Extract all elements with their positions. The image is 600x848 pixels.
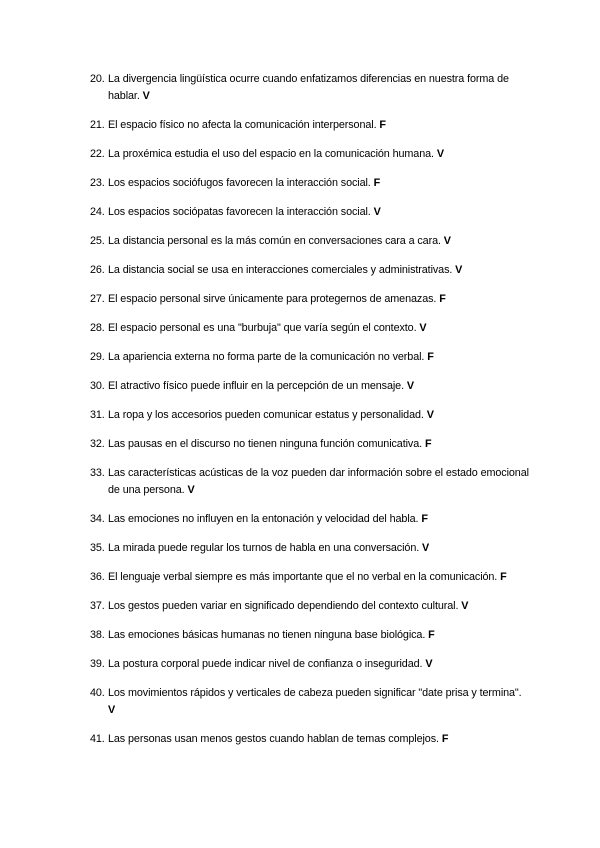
question-text: Las pausas en el discurso no tienen ninguna función comunicativa. (108, 438, 423, 450)
question-item (0, 685, 600, 719)
question-item (0, 233, 600, 250)
answer-marker: V (455, 264, 463, 276)
question-text: Las emociones no influyen en la entonación y velocidad del habla. (108, 513, 419, 525)
answer-marker: V (406, 380, 415, 392)
answer-marker: F (439, 293, 446, 305)
question-text: El espacio personal sirve únicamente para protegernos de amenazas. (108, 293, 437, 305)
question-number: 36. (90, 571, 105, 583)
question-item (0, 175, 600, 192)
question-text: El lenguaje verbal siempre es más importante que el no verbal en la comunicación. (108, 571, 498, 583)
question-item (0, 540, 600, 557)
question-text: Los gestos pueden variar en significado dependiendo del contexto cultural. (108, 600, 459, 612)
answer-marker: V (422, 542, 430, 554)
question-text: El atractivo físico puede influir en la percepción de un mensaje. (108, 380, 404, 392)
question-number: 27. (90, 293, 105, 305)
answer-marker: V (108, 704, 116, 716)
question-item (0, 511, 600, 528)
answer-marker: V (443, 235, 451, 247)
question-number: 23. (90, 177, 105, 189)
question-text: La apariencia externa no forma parte de la comunicación no verbal. (108, 351, 425, 363)
question-item (0, 436, 600, 453)
answer-marker: V (436, 148, 444, 160)
answer-marker: F (421, 513, 428, 525)
question-item (0, 731, 600, 748)
question-item (0, 349, 600, 366)
answer-marker: F (441, 733, 449, 745)
question-number: 30. (90, 380, 105, 392)
question-item (0, 71, 600, 105)
question-number: 25. (90, 235, 105, 247)
question-text: La divergencia lingüística ocurre cuando enfatizamos diferencias en nuestra forma de hablar. (108, 73, 509, 102)
answer-marker: F (427, 351, 434, 363)
answer-marker: V (461, 600, 469, 612)
question-text: Los movimientos rápidos y verticales de cabeza pueden significar "date prisa y termina". (108, 687, 522, 699)
question-number: 35. (90, 542, 105, 554)
question-item (0, 146, 600, 163)
question-number: 33. (90, 467, 105, 479)
question-number: 40. (90, 687, 105, 699)
question-item (0, 320, 600, 337)
question-text: Las características acústicas de la voz pueden dar información sobre el estado emocional de una persona. (108, 467, 529, 496)
question-item (0, 598, 600, 615)
question-text: La distancia personal es la más común en conversaciones cara a cara. (108, 235, 441, 247)
question-item (0, 204, 600, 221)
question-text: La distancia social se usa en interacciones comerciales y administrativas. (108, 264, 453, 276)
answer-marker: F (500, 571, 507, 583)
question-text: La mirada puede regular los turnos de habla en una conversación. (108, 542, 420, 554)
question-number: 38. (90, 629, 105, 641)
question-item (0, 378, 600, 395)
question-text: La proxémica estudia el uso del espacio en la comunicación humana. (108, 148, 434, 160)
answer-marker: V (187, 484, 195, 496)
question-number: 20. (90, 73, 105, 85)
question-text: Los espacios sociófugos favorecen la interacción social. (108, 177, 371, 189)
question-text: El espacio personal es una "burbuja" que varía según el contexto. (108, 322, 417, 334)
question-item (0, 291, 600, 308)
question-number: 41. (90, 733, 105, 745)
question-number: 26. (90, 264, 105, 276)
question-item (0, 569, 600, 586)
question-item (0, 262, 600, 279)
question-item (0, 465, 600, 499)
answer-marker: F (379, 119, 386, 131)
answer-marker: V (373, 206, 381, 218)
question-text: El espacio físico no afecta la comunicación interpersonal. (108, 119, 377, 131)
question-text: La postura corporal puede indicar nivel de confianza o inseguridad. (108, 658, 423, 670)
question-number: 34. (90, 513, 105, 525)
answer-marker: V (425, 658, 433, 670)
question-number: 21. (90, 119, 105, 131)
question-item (0, 656, 600, 673)
question-number: 31. (90, 409, 105, 421)
question-number: 39. (90, 658, 105, 670)
question-item (0, 627, 600, 644)
question-item (0, 117, 600, 134)
question-text: La ropa y los accesorios pueden comunicar estatus y personalidad. (108, 409, 424, 421)
answer-marker: F (428, 629, 435, 641)
question-list (0, 71, 600, 748)
question-number: 28. (90, 322, 105, 334)
question-number: 32. (90, 438, 105, 450)
question-text: Los espacios sociópatas favorecen la interacción social. (108, 206, 371, 218)
answer-marker: F (424, 438, 432, 450)
answer-marker: V (419, 322, 427, 334)
question-number: 22. (90, 148, 105, 160)
question-text: Las personas usan menos gestos cuando hablan de temas complejos. (108, 733, 439, 745)
answer-marker: V (426, 409, 434, 421)
question-item (0, 407, 600, 424)
question-number: 29. (90, 351, 105, 363)
question-number: 37. (90, 600, 105, 612)
answer-marker: F (373, 177, 381, 189)
question-number: 24. (90, 206, 105, 218)
question-text: Las emociones básicas humanas no tienen ninguna base biológica. (108, 629, 426, 641)
answer-marker: V (142, 90, 150, 102)
